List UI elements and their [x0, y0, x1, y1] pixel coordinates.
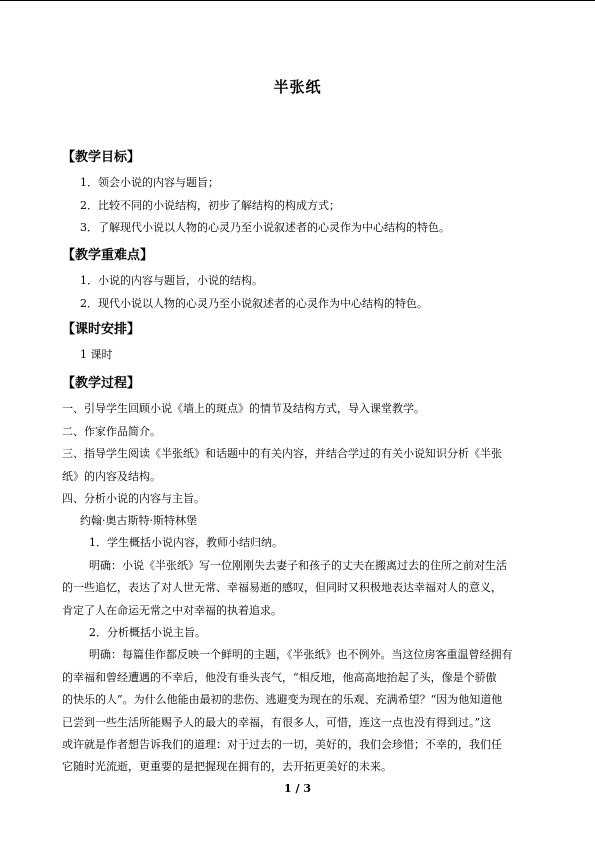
process-line: 它随时光流逝，更重要的是把握现在拥有的，去开拓更美好的未来。 [62, 760, 392, 773]
process-line: 三、指导学生阅读《半张纸》和话题中的有关内容，并结合学过的有关小说知识分析《半张 [62, 447, 502, 460]
process-line: 的幸福和曾经遭遇的不幸后，他没有垂头丧气，“相反地，他高高地抬起了头，像是个骄傲 [62, 671, 497, 684]
process-line: 或许就是作者想告诉我们的道理：对于过去的一切，美好的，我们会珍惜；不幸的，我们任 [62, 738, 502, 751]
document-title: 半张纸 [273, 78, 322, 96]
goal-item: 3．了解现代小说以人物的心灵乃至小说叙述者的心灵作为中心结构的特色。 [80, 221, 450, 234]
page-number: 1 / 3 [284, 782, 311, 795]
process-line: 二、作家作品简介。 [62, 425, 161, 438]
process-line: 纸》的内容及结构。 [62, 470, 161, 483]
section-heading-process: 【教学过程】 [62, 376, 141, 391]
header-rule [0, 0, 595, 1]
process-line: 的快乐的人”。为什么他能由最初的悲伤、逃避变为现在的乐观、充满希望？“因为他知道他 [62, 693, 503, 706]
key-point-item: 1．小说的内容与题旨，小说的结构。 [80, 274, 263, 287]
process-line: 四、分析小说的内容与主旨。 [62, 492, 205, 505]
process-line: 2．分析概括小说主旨。 [89, 626, 206, 639]
process-line: 已尝到一些生活所能赐予人的最大的幸福，有很多人，可惜，连这一点也没有得到过。”这 [62, 716, 492, 729]
process-line: 的一些追忆，表达了对人世无常、幸福易逝的感叹，但同时又积极地表达幸福对人的意义， [62, 581, 502, 594]
goal-item: 2．比较不同的小说结构，初步了解结构的构成方式； [80, 199, 340, 212]
schedule-item: 1 课时 [80, 348, 113, 361]
section-heading-schedule: 【课时安排】 [62, 322, 141, 337]
key-point-item: 2．现代小说以人物的心灵乃至小说叙述者的心灵作为中心结构的特色。 [80, 297, 428, 310]
process-line: 肯定了人在命运无常之中对幸福的执着追求。 [62, 604, 282, 617]
author-name: 约翰·奥古斯特·斯特林堡 [80, 514, 197, 527]
process-line: 明确：小说《半张纸》写一位刚刚失去妻子和孩子的丈夫在搬离过去的住所之前对生活 [89, 559, 507, 572]
section-heading-key-points: 【教学重难点】 [62, 248, 154, 263]
section-heading-goals: 【教学目标】 [62, 150, 141, 165]
process-line: 一、引导学生回顾小说《墙上的斑点》的情节及结构方式，导入课堂教学。 [62, 402, 425, 415]
process-line: 1．学生概括小说内容，教师小结归纳。 [89, 536, 283, 549]
process-line: 明确：每篇佳作都反映一个鲜明的主题，《半张纸》也不例外。当这位房客重温曾经拥有 [89, 648, 513, 661]
goal-item: 1．领会小说的内容与题旨； [80, 176, 219, 189]
